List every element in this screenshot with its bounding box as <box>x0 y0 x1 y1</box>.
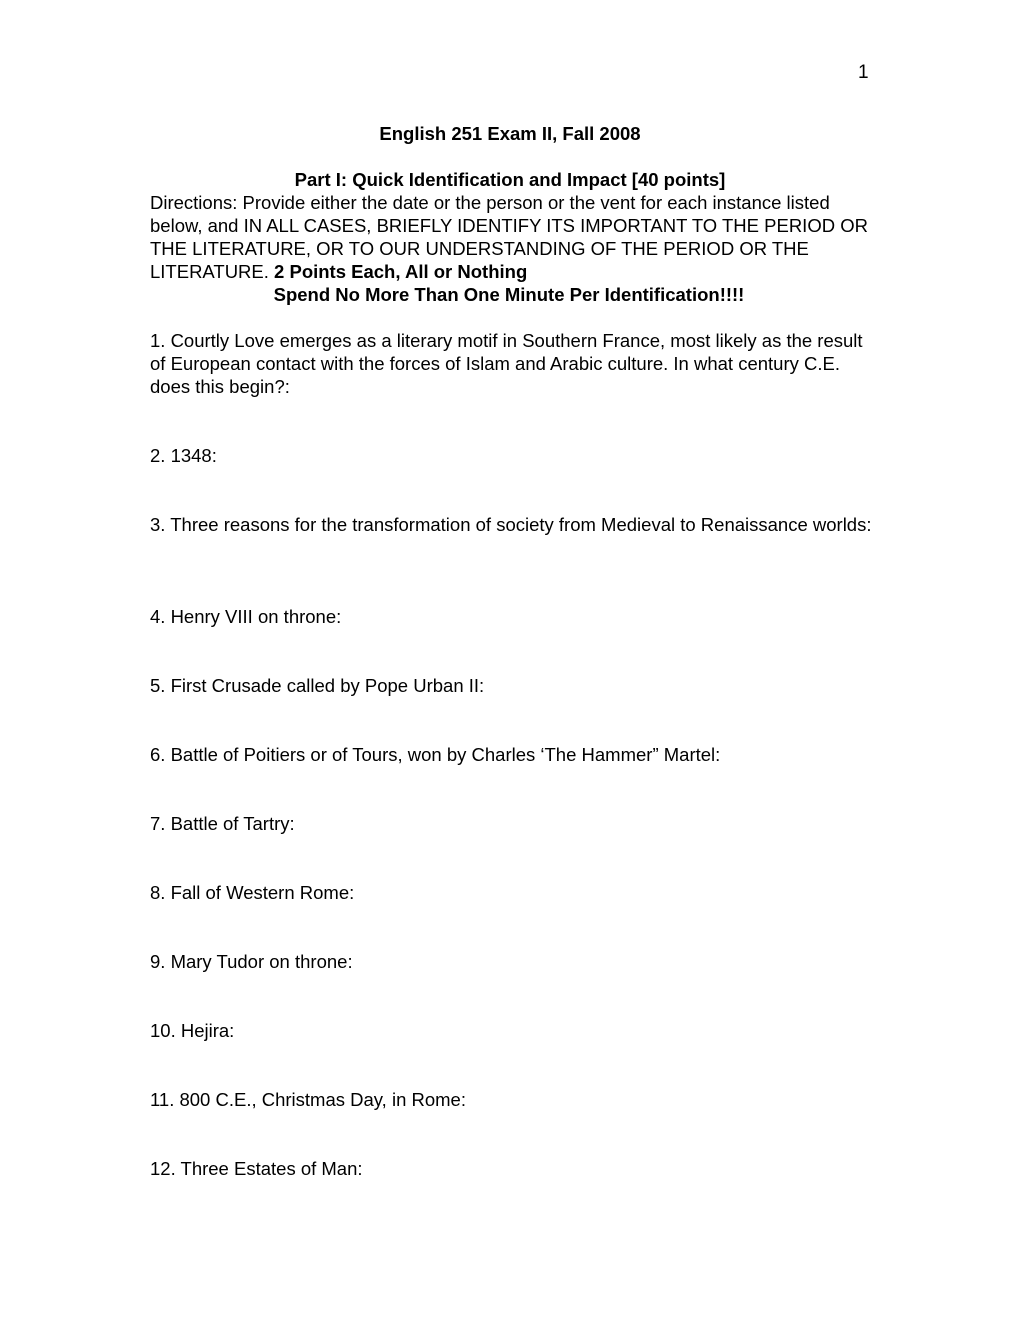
question-2: 2. 1348: <box>150 445 217 466</box>
time-limit-note: Spend No More Than One Minute Per Identification!!!! <box>273 284 745 305</box>
question-4: 4. Henry VIII on throne: <box>150 606 342 627</box>
exam-title: English 251 Exam II, Fall 2008 <box>379 123 641 144</box>
question-6: 6. Battle of Poitiers or of Tours, won by Charles ‘The Hammer” Martel: <box>150 744 721 765</box>
question-11: 11. 800 C.E., Christmas Day, in Rome: <box>150 1089 466 1110</box>
directions-block <box>150 191 876 306</box>
points-note: 2 Points Each, All or Nothing <box>274 261 528 282</box>
question-10: 10. Hejira: <box>150 1020 235 1041</box>
part-heading: Part I: Quick Identification and Impact [40 points] <box>294 169 726 190</box>
question-9: 9. Mary Tudor on throne: <box>150 951 353 972</box>
question-7: 7. Battle of Tartry: <box>150 813 295 834</box>
page-number: 1 <box>858 62 869 83</box>
directions-text: Directions: Provide either the date or the person or the vent for each instance listed below, and IN ALL CASES, BRIEFLY IDENTIFY ITS IMPORTANT TO THE PERIOD OR THE LITERATURE, OR TO OUR UNDERSTANDING OF THE PERIOD OR THE LITERATURE. <box>150 192 868 282</box>
question-12: 12. Three Estates of Man: <box>150 1158 363 1179</box>
question-3: 3. Three reasons for the transformation of society from Medieval to Renaissance worlds: <box>150 514 872 535</box>
question-5: 5. First Crusade called by Pope Urban II: <box>150 675 485 696</box>
question-8: 8. Fall of Western Rome: <box>150 882 355 903</box>
question-1: 1. Courtly Love emerges as a literary motif in Southern France, most likely as the result of European contact with the forces of Islam and Arabic culture. In what century C.E. does this begin?: <box>150 330 863 397</box>
